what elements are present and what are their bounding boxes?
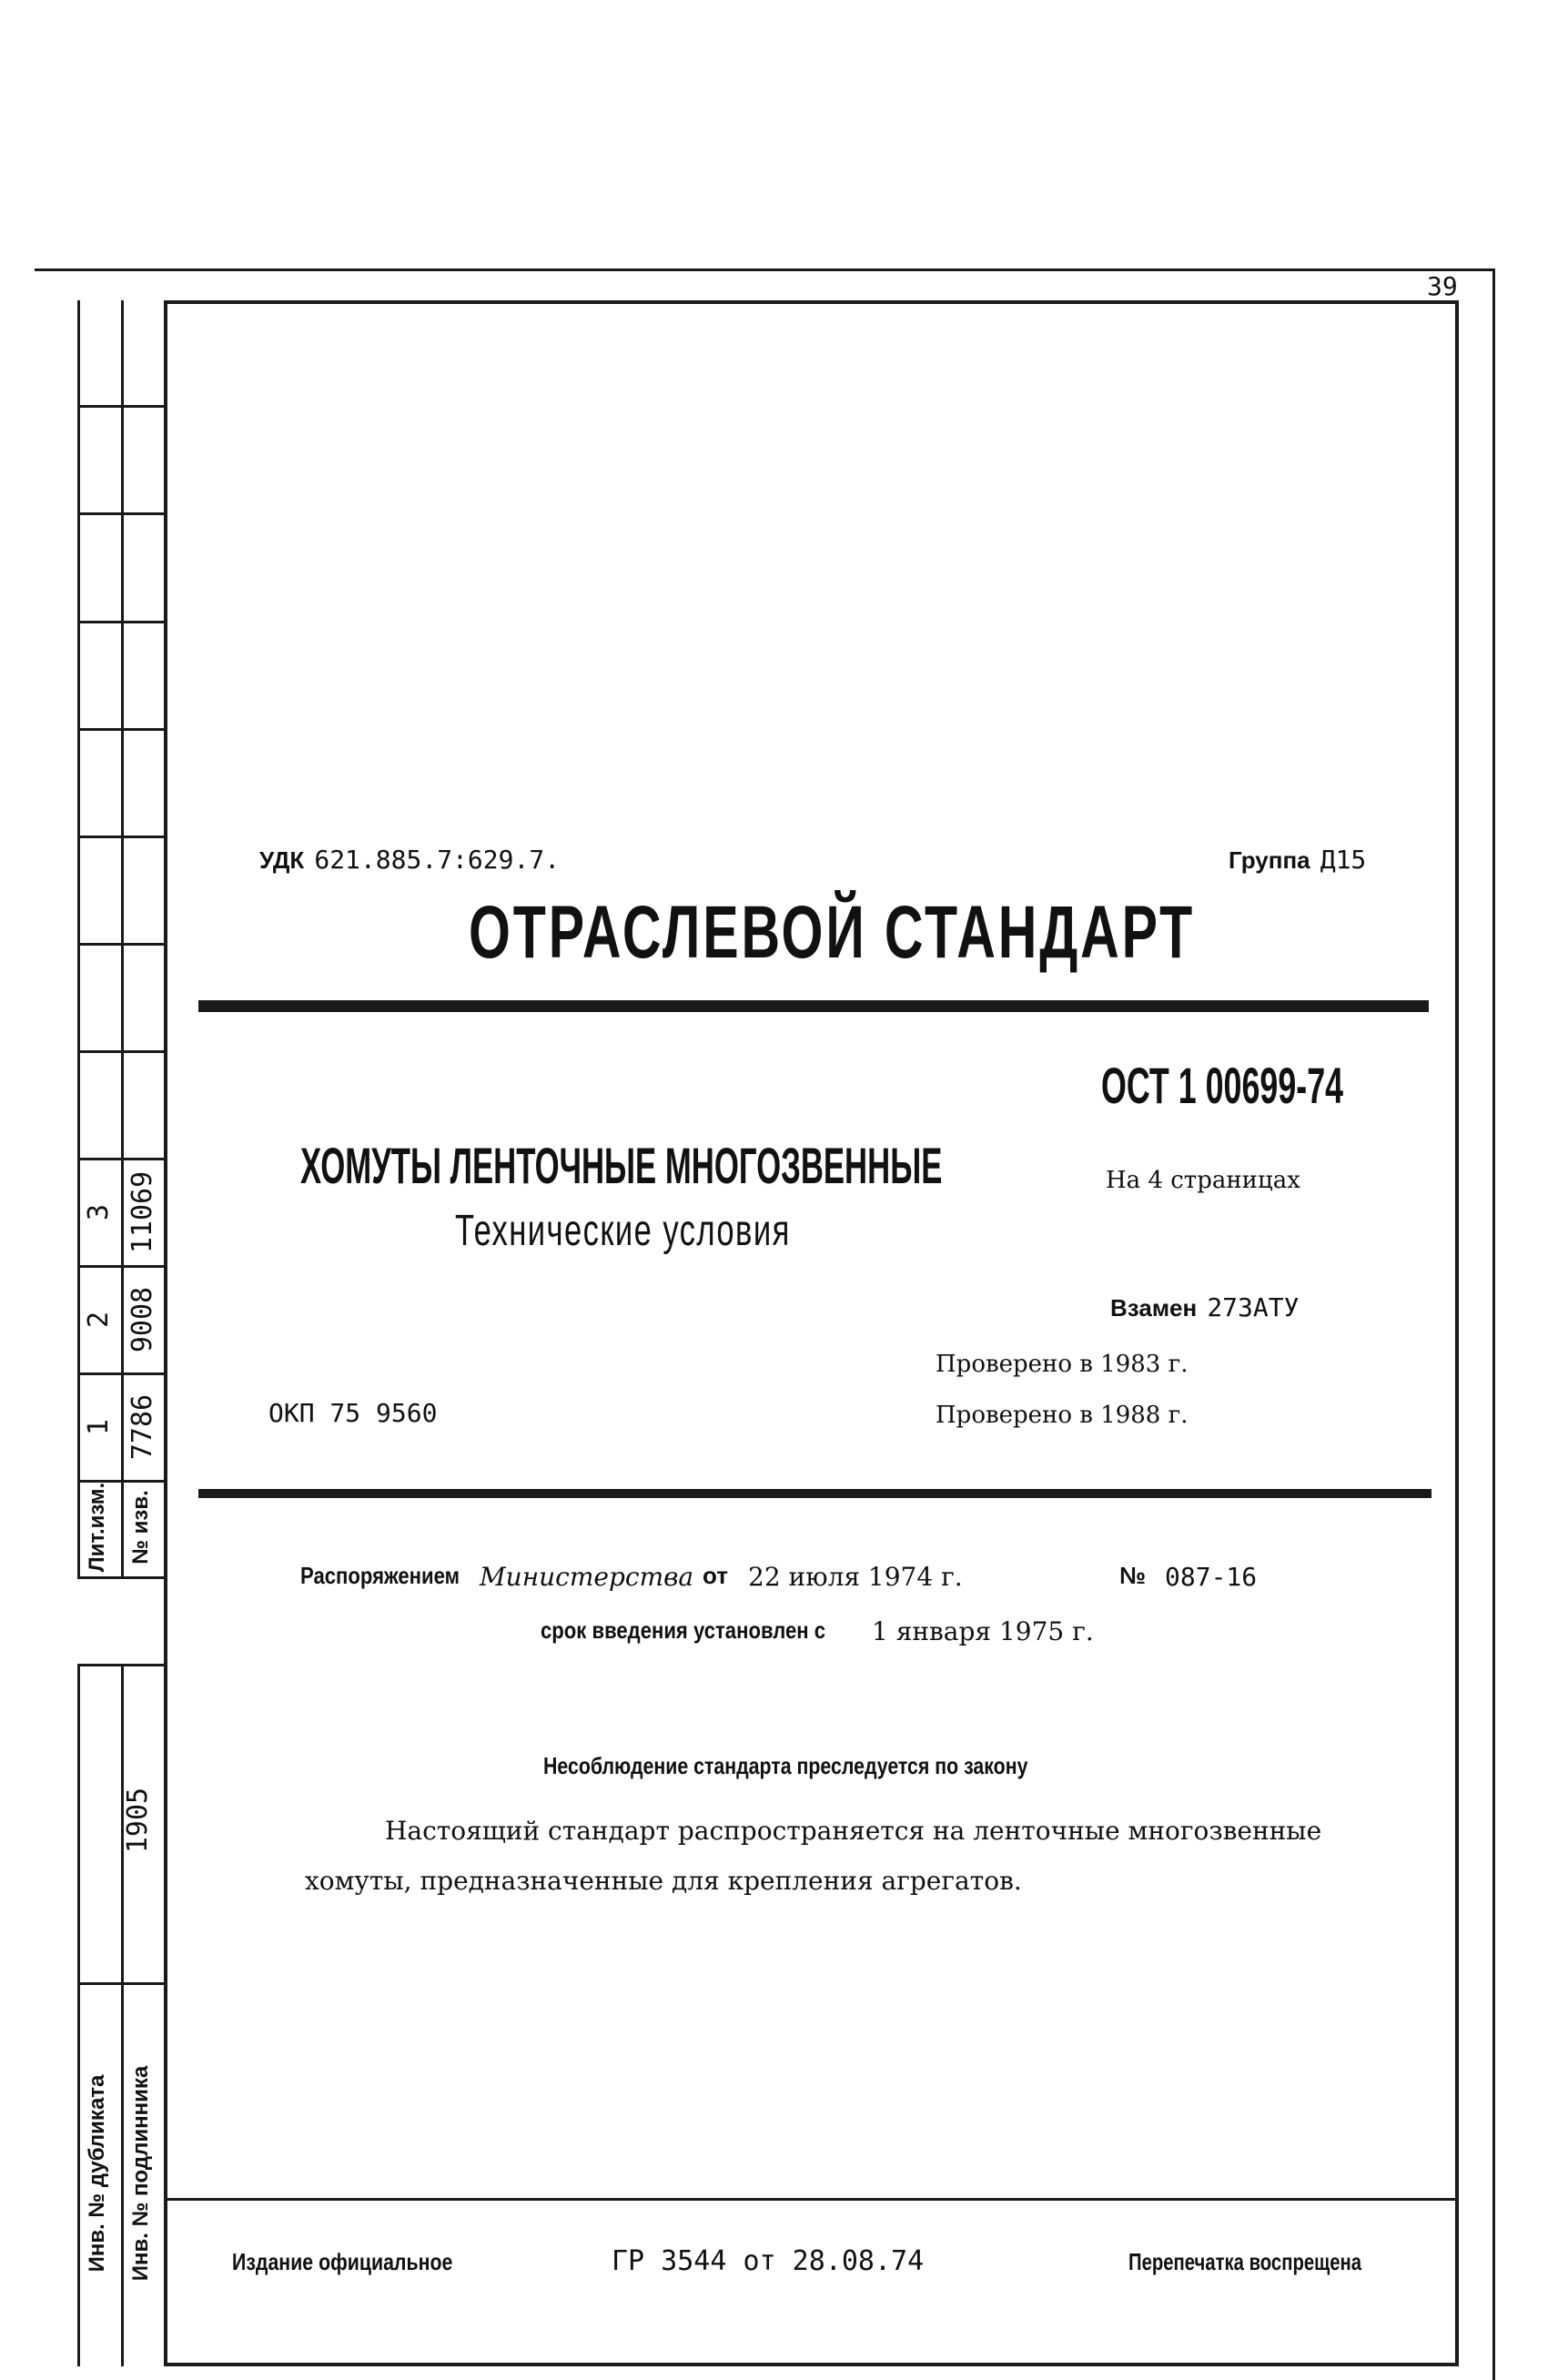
order-date: 22 июля 1974 г. — [748, 1562, 963, 1592]
body-text-line-1: Настоящий стандарт распространяется на ленточные многозвенные — [385, 1816, 1322, 1846]
footer-official-edition: Издание официальное — [232, 2248, 453, 2275]
duplicate-inventory-label: Инв. № дубликата — [85, 2074, 109, 2273]
law-notice: Несоблюдение стандарта преследуется по закону — [543, 1752, 1028, 1779]
footer-right-wrap — [1128, 2248, 1427, 2276]
right-margin-line — [1492, 268, 1495, 2380]
revision-row-line — [77, 943, 164, 946]
header-title-wrap — [469, 890, 1478, 976]
order-label-wrap — [300, 1562, 488, 1590]
effective-label: срок введения установлен с — [541, 1616, 826, 1644]
footer-left-wrap — [232, 2248, 501, 2276]
law-notice-wrap — [543, 1752, 1134, 1780]
revision-table-divider — [121, 300, 124, 1577]
revision-3-lit: 3 — [83, 1203, 115, 1221]
checked-1988: Проверено в 1988 г. — [936, 1402, 1189, 1429]
udk-value: 621.885.7:629.7. — [314, 845, 561, 875]
replaces-label: Взамен — [1110, 1294, 1198, 1322]
effective-label-wrap — [541, 1616, 875, 1645]
revision-row-line — [77, 728, 164, 731]
group-label: Группа — [1229, 846, 1310, 874]
group-line — [1229, 845, 1366, 875]
revision-row-line — [77, 405, 164, 408]
checked-1983: Проверено в 1983 г. — [936, 1351, 1189, 1378]
order-number: 087-16 — [1165, 1562, 1258, 1592]
original-inventory-label: Инв. № подлинника — [128, 2065, 153, 2282]
order-number-label: № — [1119, 1562, 1146, 1589]
revision-2-lit: 2 — [83, 1311, 115, 1329]
order-rule — [198, 1489, 1431, 1498]
order-authority: Министерства — [480, 1562, 694, 1592]
okp-code: ОКП 75 9560 — [268, 1398, 438, 1428]
standard-number: ОСТ 1 00699-74 — [1101, 1057, 1344, 1114]
revision-row-line — [77, 836, 164, 838]
doc-subtitle-wrap — [455, 1206, 921, 1256]
standard-number-wrap — [1101, 1056, 1480, 1115]
effective-date: 1 января 1975 г. — [872, 1616, 1094, 1646]
footer-registration: ГР 3544 от 28.08.74 — [612, 2245, 925, 2277]
inventory-row-line — [77, 1982, 164, 1985]
top-rule — [35, 268, 1495, 271]
page-number: 39 — [1427, 271, 1458, 301]
footer-rule — [164, 2198, 1459, 2201]
order-from-label: от — [703, 1562, 728, 1589]
revision-row-line — [77, 1050, 164, 1053]
revision-3-doc: 11069 — [126, 1170, 158, 1254]
replaces-value: 273АТУ — [1207, 1292, 1300, 1322]
title-rule — [198, 1000, 1429, 1012]
pages-info: На 4 страницах — [1106, 1167, 1300, 1194]
header-title: ОТРАСЛЕВОЙ СТАНДАРТ — [469, 891, 1196, 974]
order-number-label-wrap — [1119, 1562, 1146, 1590]
replaces-line — [1110, 1292, 1299, 1322]
body-text-line-2: хомуты, предназначенные для крепления агрегатов. — [305, 1866, 1022, 1896]
revision-1-lit: 1 — [83, 1418, 115, 1436]
revision-row-line — [77, 621, 164, 623]
udk-label: УДК — [259, 846, 305, 874]
revision-2-doc: 9008 — [126, 1286, 158, 1353]
lit-change-label: Лит.изм. — [85, 1482, 109, 1573]
udk-line — [259, 845, 560, 875]
notice-number-label: № изв. — [128, 1490, 153, 1565]
group-value: Д15 — [1320, 845, 1367, 875]
footer-reprint-prohibited: Перепечатка воспрещена — [1128, 2248, 1362, 2275]
order-label: Распоряжением — [300, 1562, 460, 1589]
doc-subtitle: Технические условия — [455, 1207, 791, 1255]
doc-title: ХОМУТЫ ЛЕНТОЧНЫЕ МНОГОЗВЕННЫЕ — [300, 1137, 943, 1194]
order-from-wrap — [703, 1562, 728, 1590]
revision-1-doc: 7786 — [126, 1393, 158, 1461]
revision-row-line — [77, 512, 164, 515]
main-frame — [164, 300, 1459, 2366]
original-inventory-number: 1905 — [122, 1787, 154, 1854]
